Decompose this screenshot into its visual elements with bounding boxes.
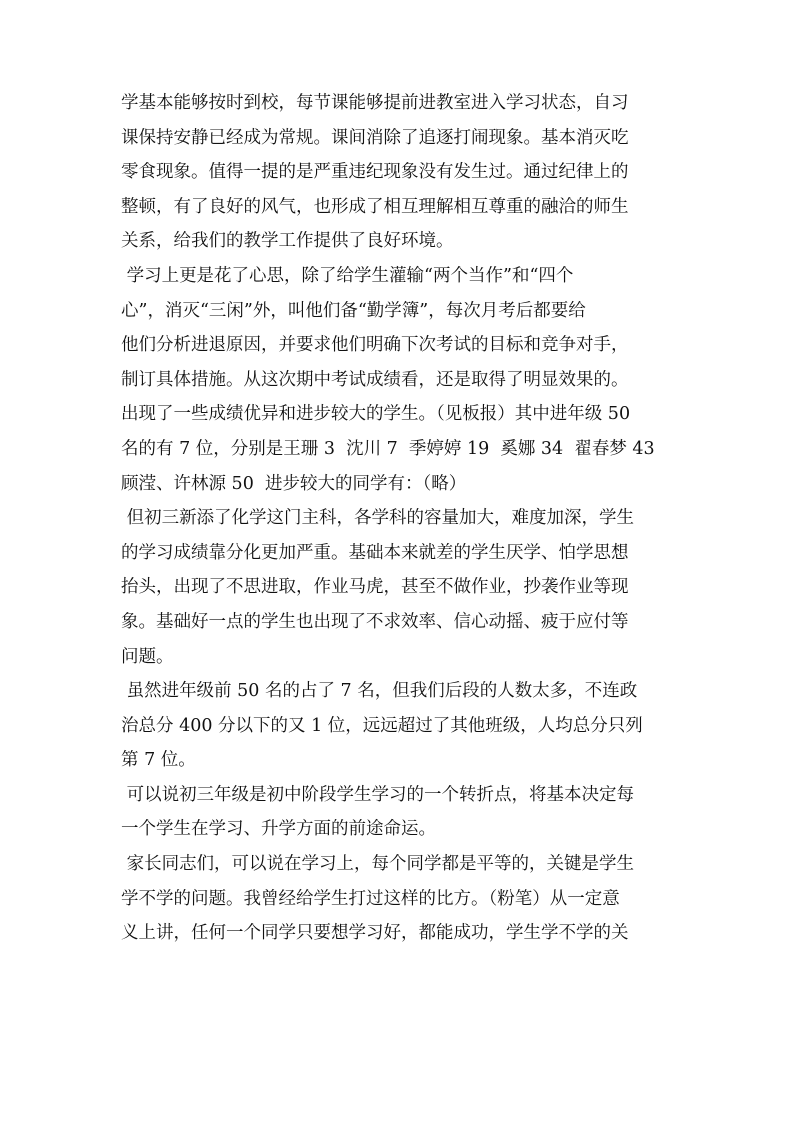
text-line: 学习上更是花了心思，除了给学生灌输“两个当作”和“四个 <box>121 265 574 286</box>
text-line: 抬头，出现了不思进取，作业马虎，甚至不做作业，抄袭作业等现 <box>121 577 629 598</box>
body-text <box>121 86 681 951</box>
text-line: 一个学生在学习、升学方面的前途命运。 <box>121 819 436 840</box>
text-line: 的学习成绩靠分化更加严重。基础本来就差的学生厌学、怕学思想 <box>121 542 629 563</box>
text-line: 可以说初三年级是初中阶段学生学习的一个转折点，将基本决定每 <box>121 784 635 805</box>
text-line: 学基本能够按时到校，每节课能够提前进教室进入学习状态，自习 <box>121 93 629 113</box>
text-line: 制订具体措施。从这次期中考试成绩看，还是取得了明显效果的。 <box>121 369 629 390</box>
text-line: 关系，给我们的教学工作提供了良好环境。 <box>121 231 454 252</box>
text-line: 他们分析进退原因，并要求他们明确下次考试的目标和竞争对手， <box>121 335 629 356</box>
text-line: 第 7 位。 <box>121 750 196 771</box>
text-line: 但初三新添了化学这门主科，各学科的容量加大，难度加深，学生 <box>121 508 635 529</box>
text-line: 课保持安静已经成为常规。课间消除了追逐打闹现象。基本消灭吃 <box>121 127 629 148</box>
text-line: 出现了一些成绩优异和进步较大的学生。（见板报）其中进年级 50 <box>121 404 631 425</box>
text-line: 整顿，有了良好的风气，也形成了相互理解相互尊重的融洽的师生 <box>121 196 629 217</box>
text-line: 治总分 400 分以下的又 1 位，远远超过了其他班级，人均总分只列 <box>121 715 643 736</box>
text-line: 家长同志们，可以说在学习上，每个同学都是平等的，关键是学生 <box>121 854 635 875</box>
text-line: 顾滢、许林源 50 进步较大的同学有：（略） <box>121 473 467 494</box>
text-line: 心”，消灭“三闲”外，叫他们备“勤学簿”，每次月考后都要给 <box>121 300 586 321</box>
text-line: 象。基础好一点的学生也出现了不求效率、信心动摇、疲于应付等 <box>121 611 629 632</box>
text-line: 名的有 7 位，分别是王珊 3 沈川 7 季婷婷 19 奚娜 34 翟春梦 43 <box>121 438 655 459</box>
text-line: 义上讲，任何一个同学只要想学习好，都能成功，学生学不学的关 <box>121 923 629 944</box>
text-line: 零食现象。值得一提的是严重违纪现象没有发生过。通过纪律上的 <box>121 162 629 183</box>
text-line: 问题。 <box>121 646 174 667</box>
text-line: 学不学的问题。我曾经给学生打过这样的比方。（粉笔）从一定意 <box>121 888 620 909</box>
text-line: 虽然进年级前 50 名的占了 7 名，但我们后段的人数太多，不连政 <box>121 681 638 702</box>
